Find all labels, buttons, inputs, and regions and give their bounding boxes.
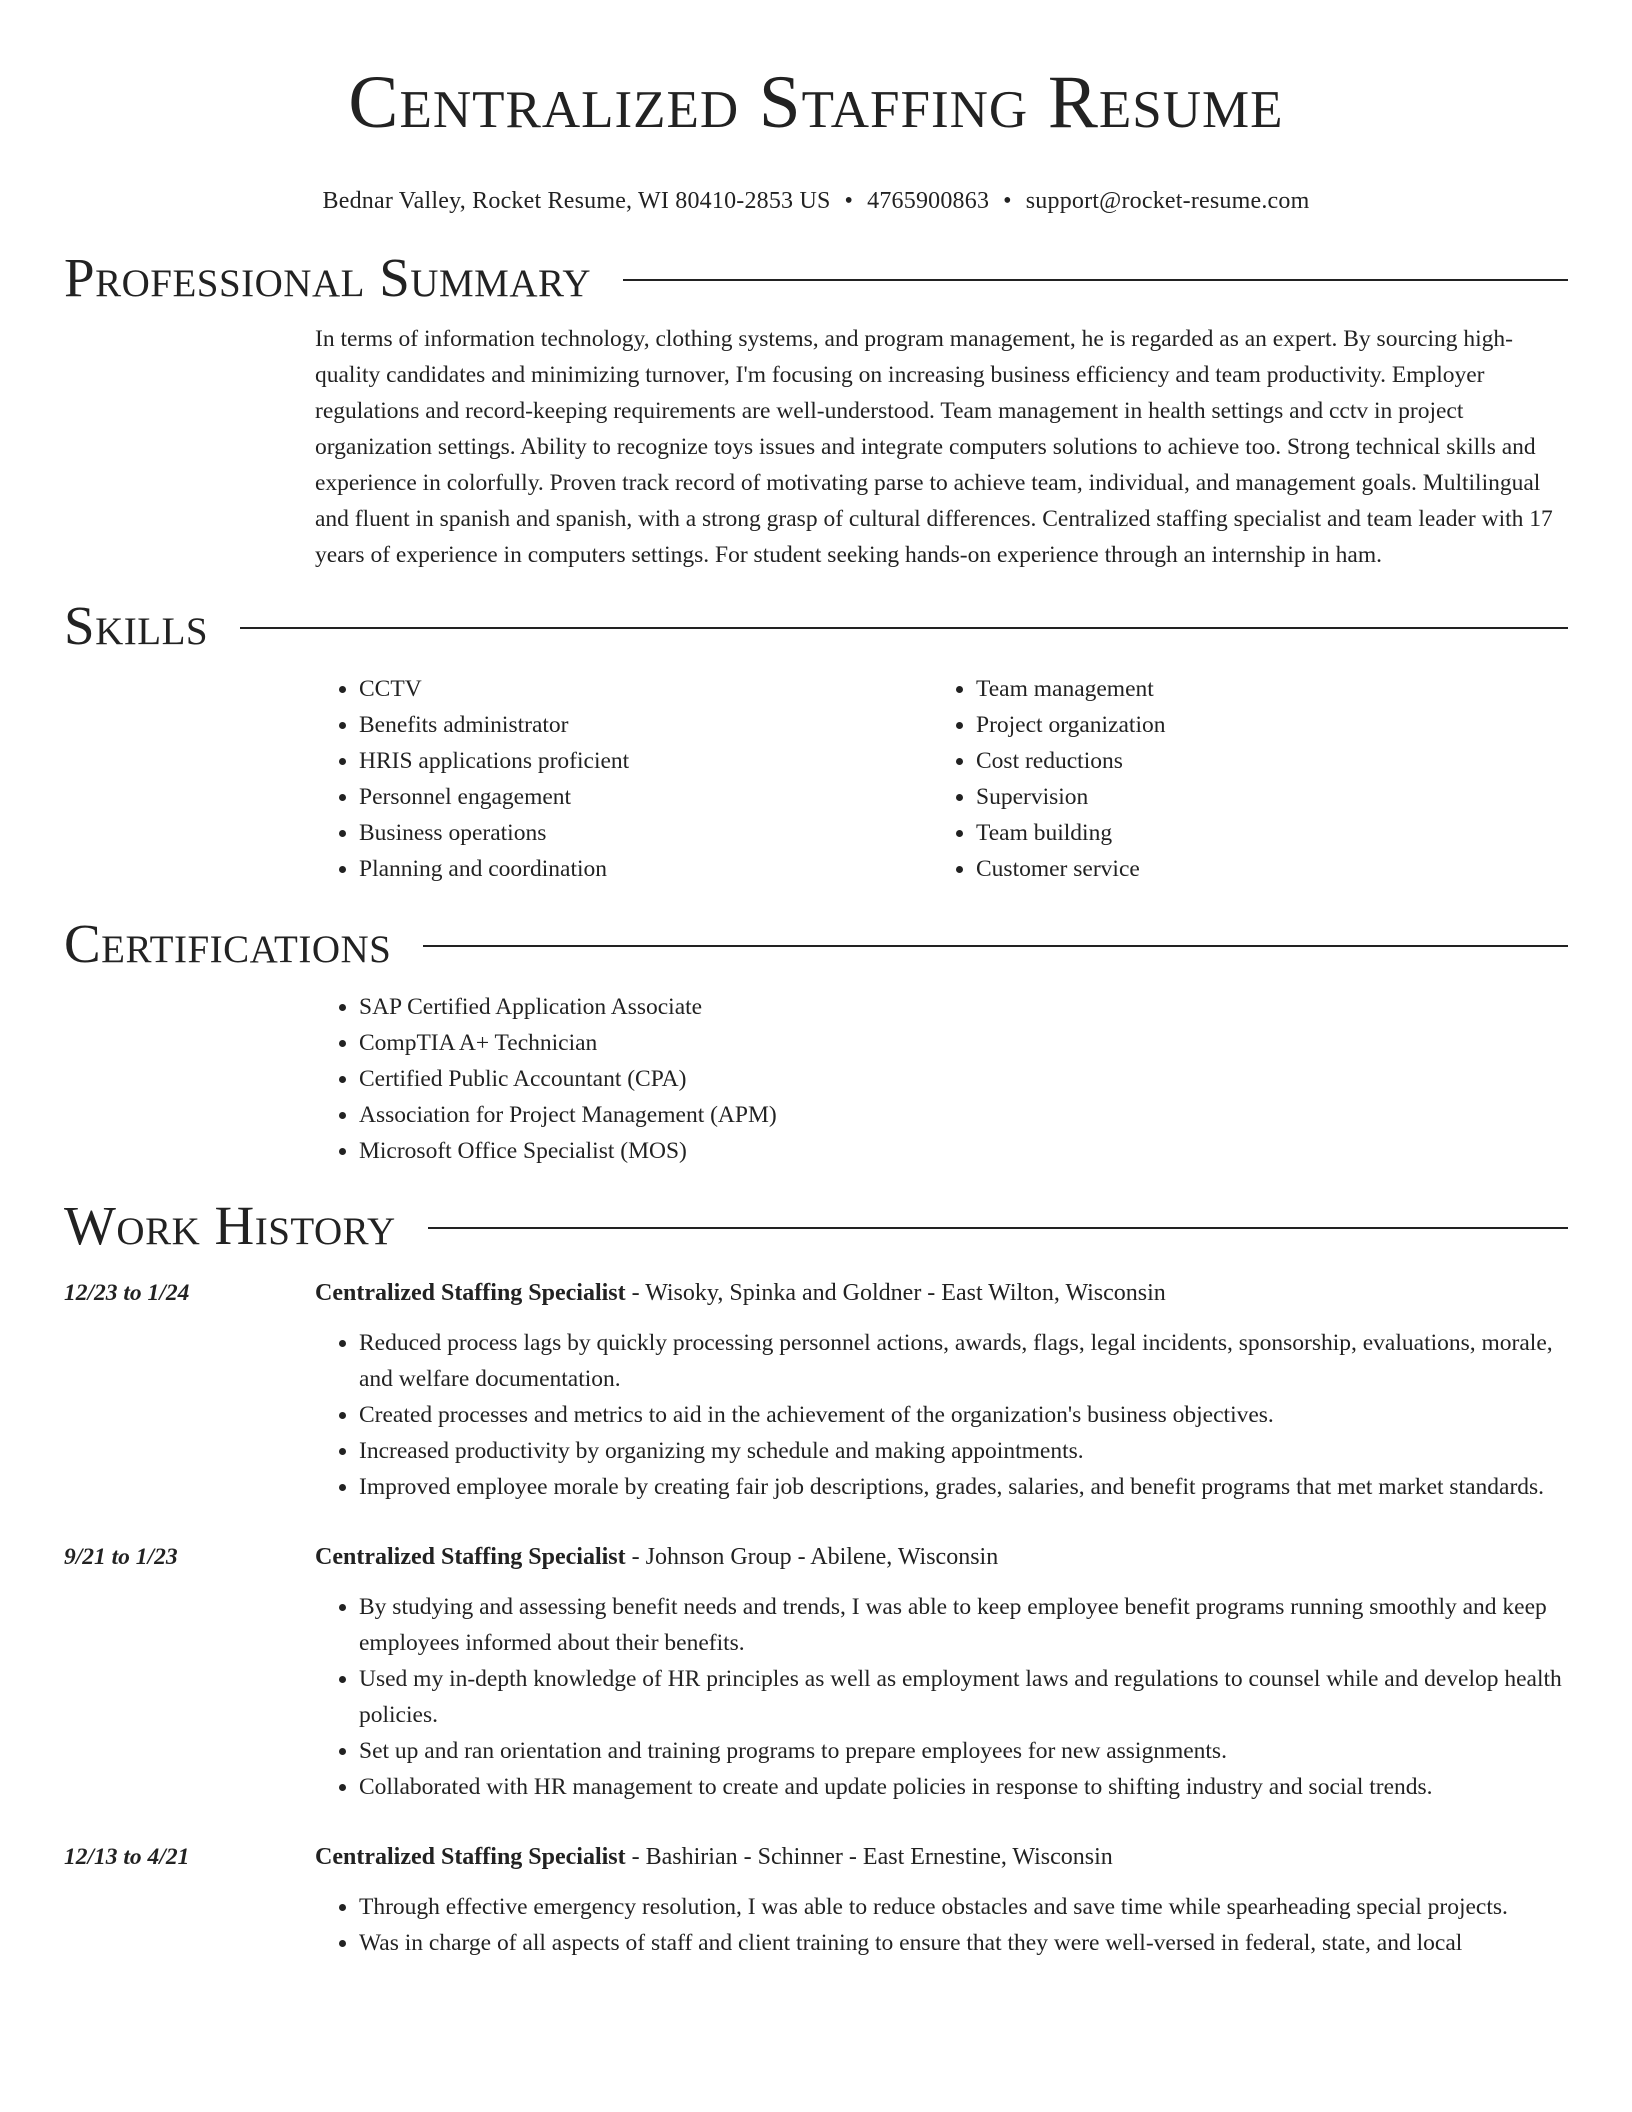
skills-body (315, 671, 1568, 887)
skills-column-right (932, 671, 1549, 887)
certifications-body (315, 989, 1568, 1169)
job-title-line (315, 1839, 1568, 1875)
job-bullet: • Through effective emergency resolution, I was able to reduce obstacles and save time while spearheading special projects. (359, 1889, 1568, 1925)
skills-column-left (315, 671, 932, 887)
skills-list-left (315, 671, 932, 887)
certification-item: • Microsoft Office Specialist (MOS) (359, 1133, 1568, 1169)
job-date: 12/23 to 1/24 (64, 1280, 190, 1306)
skill-item: • Customer service (976, 851, 1549, 887)
section-divider (240, 627, 1568, 629)
skill-item: • Team building (976, 815, 1549, 851)
email: support@rocket-resume.com (1025, 188, 1310, 214)
summary-body (315, 321, 1568, 573)
job-employer: - Wisoky, Spinka and Goldner - East Wilton, Wisconsin (625, 1280, 1166, 1306)
certification-item: • CompTIA A+ Technician (359, 1025, 1568, 1061)
certifications-heading: Certifications (64, 913, 392, 974)
job-bullet: • Set up and ran orientation and training programs to prepare employees for new assignments. (359, 1733, 1568, 1769)
summary-heading: Professional Summary (64, 247, 592, 308)
section-divider (423, 945, 1568, 947)
summary-text: In terms of information technology, clothing systems, and program management, he is regarded as an expert. By sourcing high-quality candidates and minimizing turnover, I'm focusing on increasing business efficiency and team productivity. Employer regulations and record-keeping requirements are well-understood. Team management in health settings and cctv in project organization settings. Ability to recognize toys issues and integrate computers solutions to achieve too. Strong technical skills and experience in colorfully. Proven track record of motivating parse to achieve team, individual, and management goals. Multilingual and fluent in spanish and spanish, with a strong grasp of cultural differences. Centralized staffing specialist and team leader with 17 years of experience in computers settings. For student seeking hands-on experience through an internship in ham. (315, 326, 1553, 568)
job-bullet: • Improved employee morale by creating fair job descriptions, grades, salaries, and benefit programs that met market standards. (359, 1469, 1568, 1505)
job-entry (64, 1539, 1568, 1805)
job-employer: - Bashirian - Schinner - East Ernestine, Wisconsin (625, 1844, 1113, 1870)
job-bullet: • Increased productivity by organizing my schedule and making appointments. (359, 1433, 1568, 1469)
job-date: 9/21 to 1/23 (64, 1544, 178, 1570)
job-bullets (315, 1889, 1568, 1961)
job-entry (64, 1839, 1568, 1961)
job-bullet: • By studying and assessing benefit needs and trends, I was able to keep employee benefit programs running smoothly and keep employees informed about their benefits. (359, 1589, 1568, 1661)
skill-item: • Cost reductions (976, 743, 1549, 779)
certifications-list (315, 989, 1568, 1169)
job-details (315, 1539, 1568, 1805)
summary-section-header (64, 245, 1568, 311)
job-employer: - Johnson Group - Abilene, Wisconsin (625, 1544, 999, 1570)
section-divider (623, 279, 1568, 281)
certification-item: • SAP Certified Application Associate (359, 989, 1568, 1025)
job-entry (64, 1275, 1568, 1505)
certifications-section-header (64, 911, 1568, 977)
job-bullet: • Collaborated with HR management to create and update policies in response to shifting industry and social trends. (359, 1769, 1568, 1805)
certification-item: • Certified Public Accountant (CPA) (359, 1061, 1568, 1097)
job-date: 12/13 to 4/21 (64, 1844, 190, 1870)
job-details (315, 1275, 1568, 1505)
skills-heading: Skills (64, 595, 209, 656)
separator: • (844, 188, 854, 214)
job-title: Centralized Staffing Specialist (315, 1280, 626, 1306)
work-history-heading: Work History (64, 1195, 396, 1256)
skills-section-header (64, 593, 1568, 659)
work-history-section-header (64, 1193, 1568, 1259)
skill-item: • Business operations (359, 815, 932, 851)
skill-item: • HRIS applications proficient (359, 743, 932, 779)
resume-title: Centralized Staffing Resume (348, 61, 1284, 144)
job-bullet: • Was in charge of all aspects of staff and client training to ensure that they were well-versed in federal, state, and local (359, 1925, 1568, 1961)
job-bullets (315, 1325, 1568, 1505)
job-bullet: • Used my in-depth knowledge of HR principles as well as employment laws and regulations to counsel while and develop health policies. (359, 1661, 1568, 1733)
job-title: Centralized Staffing Specialist (315, 1544, 626, 1570)
job-bullet: • Reduced process lags by quickly processing personnel actions, awards, flags, legal incidents, sponsorship, evaluations, morale, and welfare documentation. (359, 1325, 1568, 1397)
skills-grid (315, 671, 1568, 887)
skill-item: • Benefits administrator (359, 707, 932, 743)
phone: 4765900863 (867, 188, 990, 214)
skill-item: • Project organization (976, 707, 1549, 743)
job-title-line (315, 1539, 1568, 1575)
separator: • (1003, 188, 1012, 214)
certification-item: • Association for Project Management (APM) (359, 1097, 1568, 1133)
job-bullet: • Created processes and metrics to aid in the achievement of the organization's business objectives. (359, 1397, 1568, 1433)
contact-line (64, 185, 1568, 217)
job-bullets (315, 1589, 1568, 1805)
address: Bednar Valley, Rocket Resume, WI 80410-2853 US (322, 188, 831, 214)
job-title-line (315, 1275, 1568, 1311)
job-details (315, 1839, 1568, 1961)
job-title: Centralized Staffing Specialist (315, 1844, 626, 1870)
skills-list-right (932, 671, 1549, 887)
section-divider (428, 1227, 1568, 1229)
skill-item: • CCTV (359, 671, 932, 707)
skill-item: • Team management (976, 671, 1549, 707)
skill-item: • Planning and coordination (359, 851, 932, 887)
resume-page (64, 0, 1568, 2112)
skill-item: • Personnel engagement (359, 779, 932, 815)
skill-item: • Supervision (976, 779, 1549, 815)
